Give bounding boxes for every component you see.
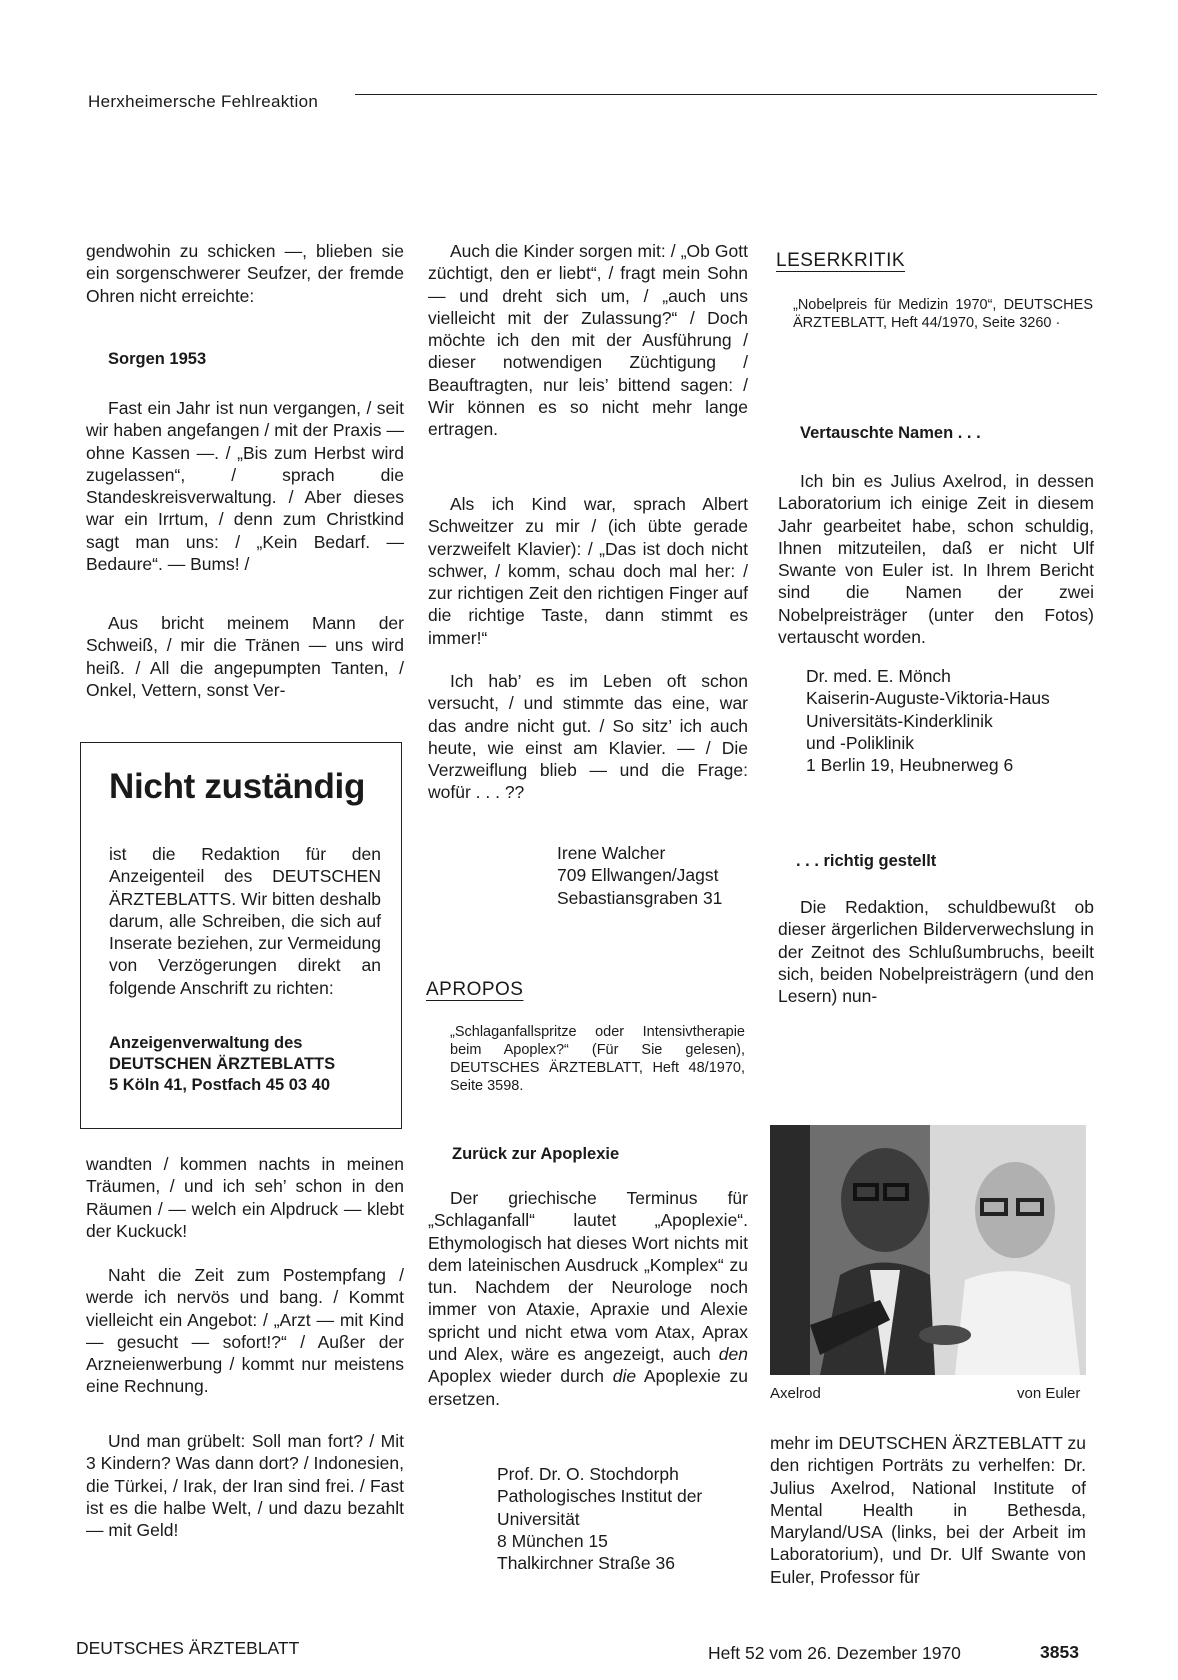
footer-page-number: 3853	[1040, 1642, 1079, 1662]
col3-signature: Dr. med. E. Mönch Kaiserin-Auguste-Viktoria-Haus Universitäts-Kinderklinik und -Poliklinik 1 Berlin 19, Heubnerweg 6	[806, 666, 1050, 776]
col1-paragraph-2: Aus bricht meinem Mann der Schweiß, / mir die Tränen — uns wird heiß. / All die angepumpten Tanten, / Onkel, Vettern, sonst Ver-	[86, 613, 404, 700]
leserkritik-heading: LESERKRITIK	[776, 250, 906, 271]
col2-paragraph-2: Als ich Kind war, sprach Albert Schweitzer zu mir / (ich übte gerade verzweifelt Klavier): / „Das ist doch nicht schwer, / komm, schau doch mal her: / zur richtigen Zeit den richtigen Finger auf die richtige Taste, dann stimmt es immer!“	[428, 494, 748, 648]
footer-journal: DEUTSCHES ÄRZTEBLATT	[76, 1638, 300, 1658]
caption-right: von Euler	[1017, 1385, 1081, 1402]
nobel-laureates-photo	[770, 1125, 1086, 1375]
col3-paragraph-1: Ich bin es Julius Axelrod, in dessen Laboratorium ich einige Zeit in diesem Jahr gearbeitet habe, schon schuldig, Ihnen mitzuteilen, daß er nicht Ulf Swante von Euler ist. In Ihrem Bericht sind die Namen der zwei Nobelpreisträger (unter den Fotos) vertauscht worden.	[778, 471, 1094, 648]
col2-paragraph-4: Der griechische Terminus für „Schlaganfall“ lautet „Apoplexie“. Ethymologisch hat dieses Wort nichts mit dem lateinischen Ausdruck „Komplex“ zu tun. Nachdem der Neurologe noch immer von Ataxie, Apraxie und Alexie spricht und nicht etwa vom Atax, Aprax und Alex, wäre es angezeigt, auch den Apoplex wieder durch die Apoplexie zu ersetzen.	[428, 1188, 748, 1409]
col3-subhead-1: Vertauschte Namen . . .	[800, 424, 981, 442]
notice-box-address: Anzeigenverwaltung des DEUTSCHEN ÄRZTEBLATTS 5 Köln 41, Postfach 45 03 40	[109, 1034, 336, 1094]
col2-signature: Irene Walcher 709 Ellwangen/Jagst Sebastiansgraben 31	[557, 843, 723, 908]
leserkritik-reference: „Nobelpreis für Medizin 1970“, DEUTSCHES ÄRZTEBLATT, Heft 44/1970, Seite 3260 ·	[793, 297, 1093, 331]
col3-paragraph-3: mehr im DEUTSCHEN ÄRZTEBLATT zu den richtigen Porträts zu verhelfen: Dr. Julius Axelrod, National Institute of Mental Health in Bethesda, Maryland/USA (links, bei der Arbeit im Laboratorium), und Dr. Ulf Swante von Euler, Professor für	[770, 1433, 1086, 1587]
col1-paragraph-5: Und man grübelt: Soll man fort? / Mit 3 Kindern? Was dann dort? / Indonesien, die Türkei, / Irak, der Iran sind frei. / Fast ist es die halbe Welt, / und dazu bezahlt — mit Geld!	[86, 1431, 404, 1541]
col2-paragraph-1: Auch die Kinder sorgen mit: / „Ob Gott züchtigt, den er liebt“, / fragt mein Sohn — und dreht sich um, / „auch uns vielleicht mit der Zulassung?“ / Doch möchte ich den mit der Ausführung / dieser notwendigen Züchtigung / Beauftragten, nur leis’ bittend sagen: / Wir können es so nicht mehr lange ertragen.	[428, 241, 748, 440]
header-rule	[355, 94, 1097, 95]
col1-paragraph-3: wandten / kommen nachts in meinen Träumen, / und ich seh’ schon in den Räumen / — welch ein Alpdruck — klebt der Kuckuck!	[86, 1154, 404, 1241]
col3-subhead-2: . . . richtig gestellt	[796, 852, 937, 870]
col2-subhead: Zurück zur Apoplexie	[452, 1145, 620, 1163]
caption-left: Axelrod	[770, 1385, 821, 1402]
col1-paragraph-1: Fast ein Jahr ist nun vergangen, / seit wir haben angefangen / mit der Praxis — ohne Kassen —. / „Bis zum Herbst wird zugelassen“, / sprach die Standeskreisverwaltung. / Aber dieses war ein Irrtum, / denn zum Christkind sagt man uns: / „Kein Bedarf. — Bedaure“. — Bums! /	[86, 398, 404, 575]
col2-signature-2: Prof. Dr. O. Stochdorph Pathologisches Institut der Universität 8 München 15 Thalkirchner Straße 36	[497, 1464, 703, 1574]
photo-image	[770, 1125, 1086, 1375]
notice-box	[80, 742, 402, 1129]
col1-paragraph-4: Naht die Zeit zum Postempfang / werde ich nervös und bang. / Kommt vielleicht ein Angebot: / „Arzt — mit Kind — gesucht — sofort!?“ / Außer der Arzneienwerbung / kommt nur meistens eine Rechnung.	[86, 1265, 404, 1397]
apropos-reference: „Schlaganfallspritze oder Intensivtherapie beim Apoplex?“ (Für Sie gelesen), DEUTSCHES ÄRZTEBLATT, Heft 48/1970, Seite 3598.	[450, 1024, 745, 1094]
footer-issue: Heft 52 vom 26. Dezember 1970	[708, 1643, 961, 1663]
col1-subhead: Sorgen 1953	[108, 350, 207, 368]
notice-box-title: Nicht zuständig	[109, 767, 366, 806]
running-header: Herxheimersche Fehlreaktion	[88, 92, 319, 111]
notice-box-text: ist die Redaktion für den Anzeigenteil des DEUTSCHEN ÄRZTEBLATTS. Wir bitten deshalb darum, alle Schreiben, die sich auf Inserate beziehen, zur Vermeidung von Verzögerungen direkt an folgende Anschrift zu richten:	[109, 844, 381, 998]
col3-paragraph-2: Die Redaktion, schuldbewußt ob dieser ärgerlichen Bilderverwechslung in der Zeitnot des Schlußumbruchs, beeilt sich, beiden Nobelpreisträgern (und den Lesern) nun-	[778, 897, 1094, 1007]
col1-intro: gendwohin zu schicken —, blieben sie ein sorgenschwerer Seufzer, der fremde Ohren nicht erreichte:	[86, 241, 404, 306]
col2-paragraph-3: Ich hab’ es im Leben oft schon versucht, / und stimmte das eine, war das andre nicht gut. / So sitz’ ich auch heute, wie einst am Klavier. — / Die Verzweiflung blieb — und die Frage: wofür . . . ??	[428, 671, 748, 803]
apropos-heading: APROPOS	[426, 979, 524, 1000]
